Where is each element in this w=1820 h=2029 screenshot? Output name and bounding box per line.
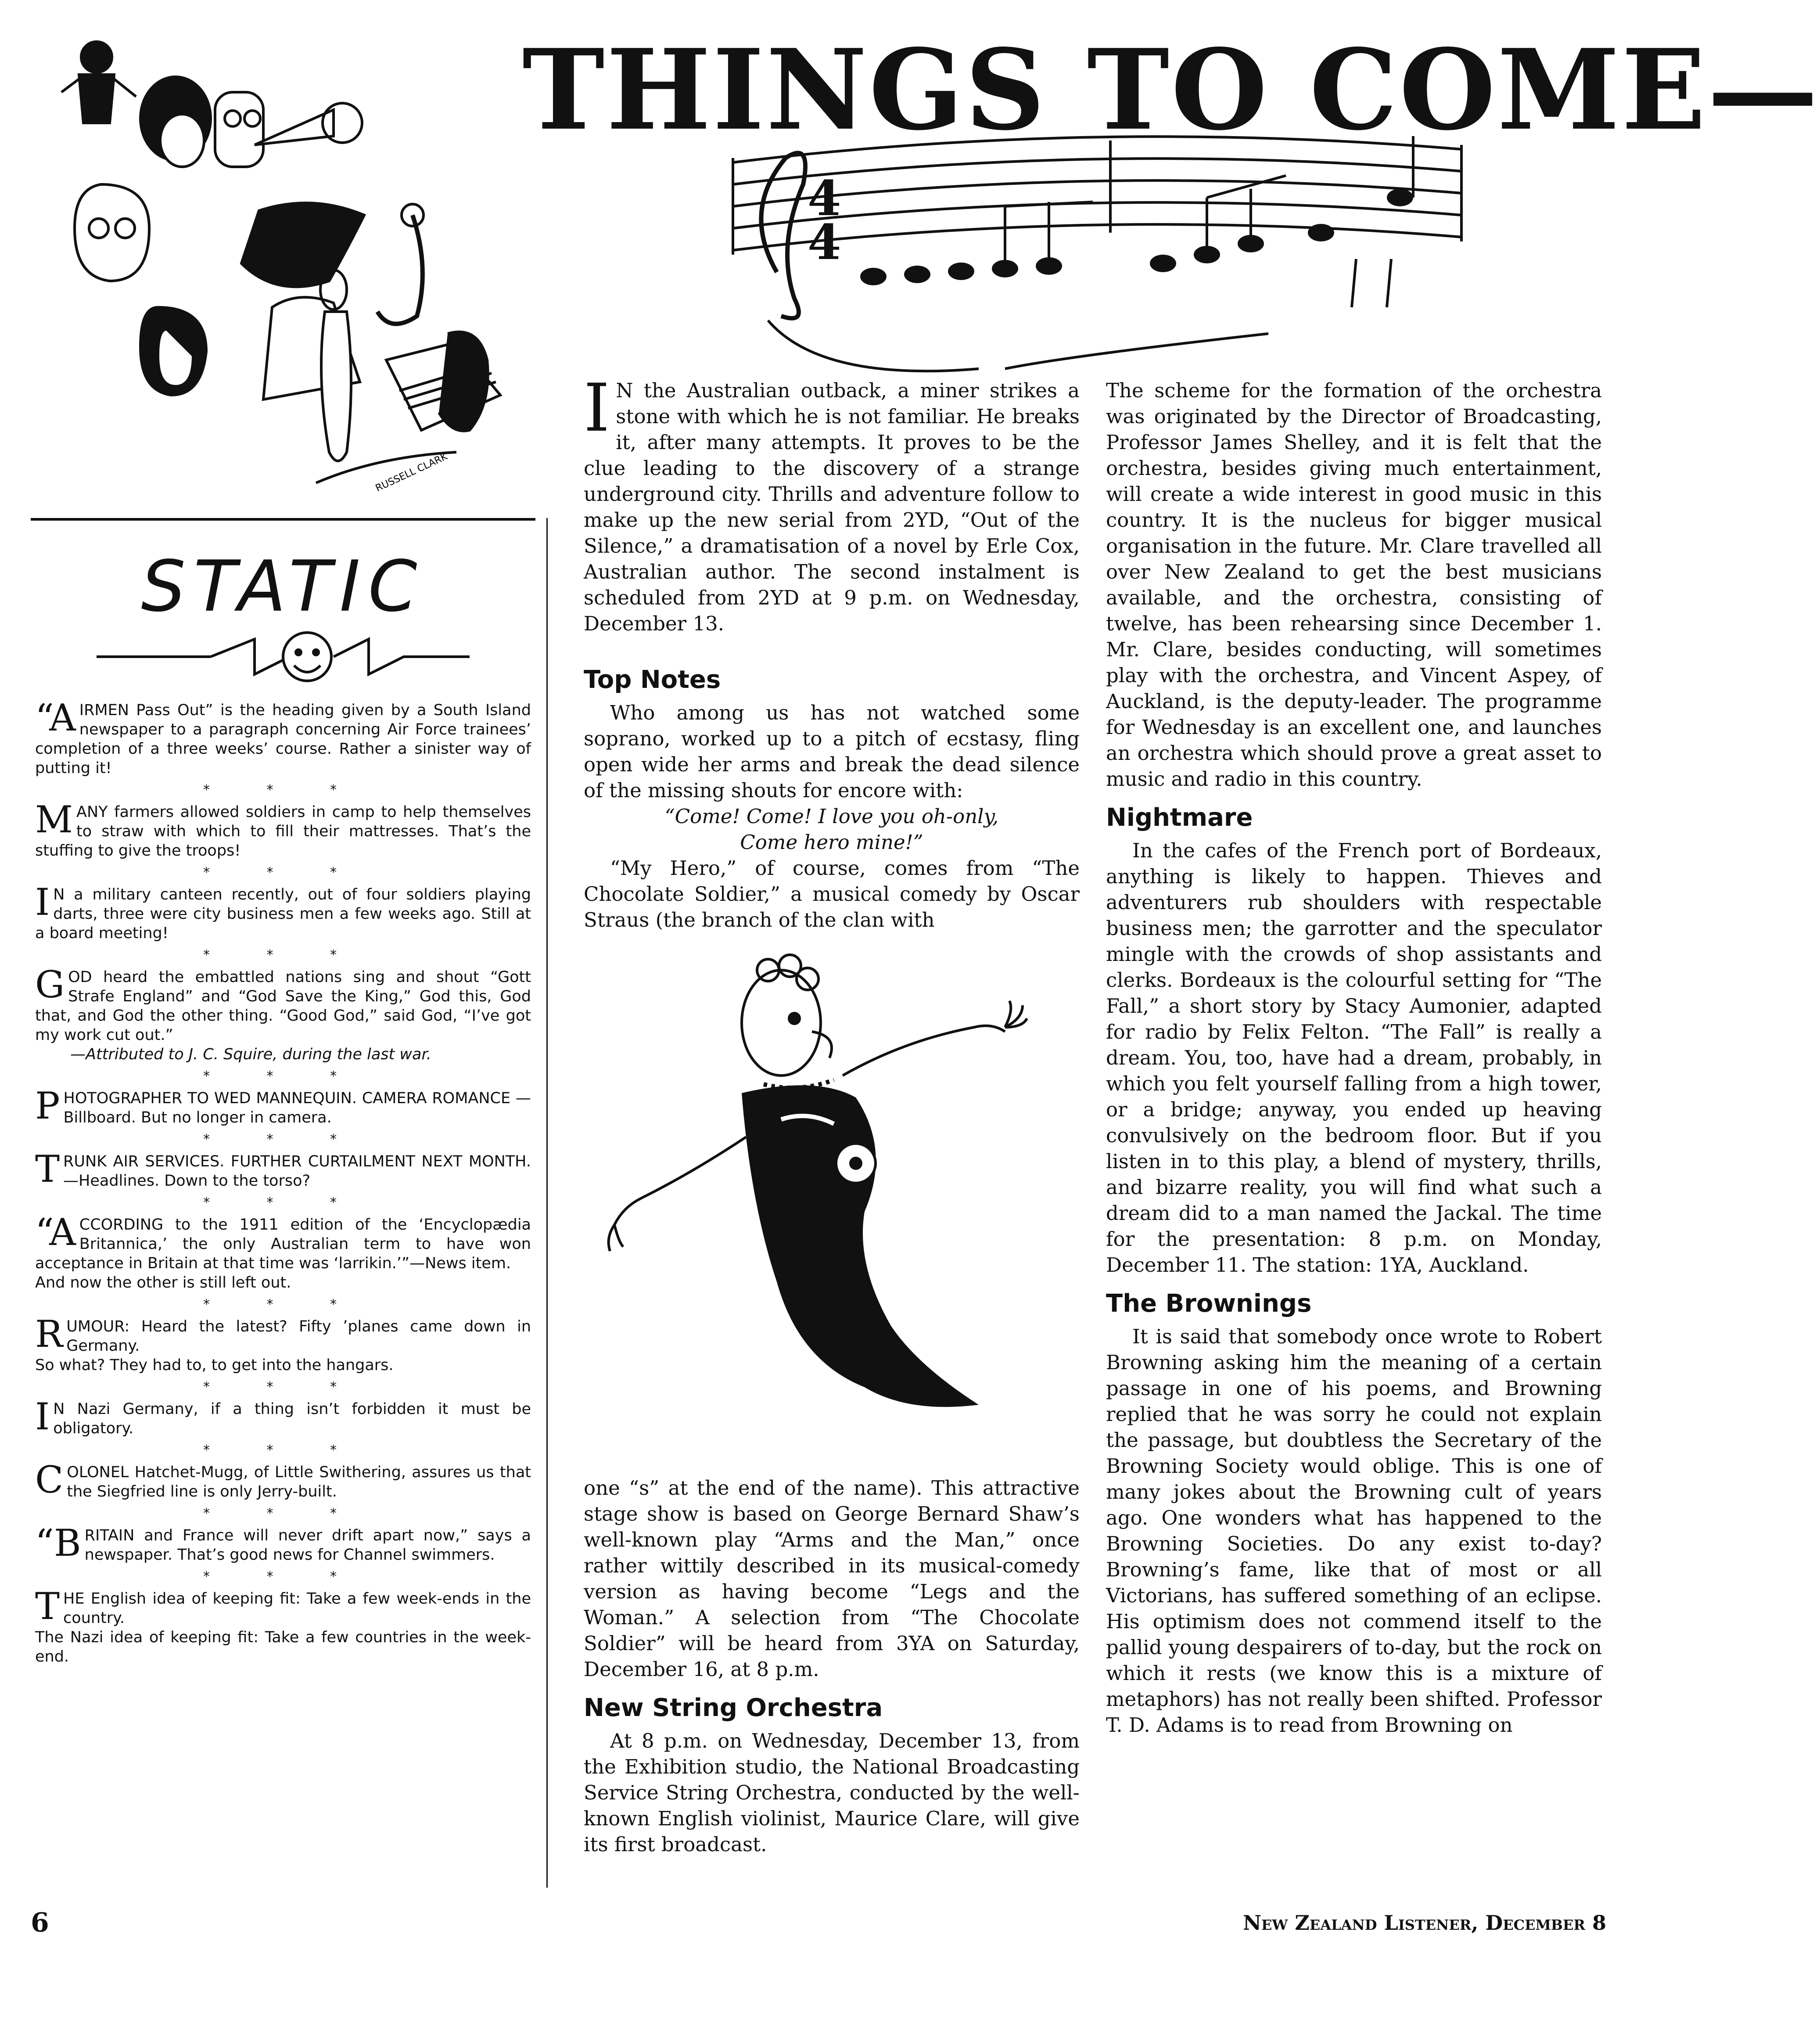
- separator: * * *: [203, 1379, 363, 1395]
- chocolate-soldier-and-orchestra: one “s” at the end of the name). This attractive stage show is based on George Bernard Shaw’s well-known play “Arms and the Man,” once rather wittily described in its musical-comedy version as having become “Legs and the Woman.” A selection from “The Chocolate Soldier” will be heard from 3YA on Saturday, December 16, at 8 p.m. New String Orchestra At 8 p.m. on Wednesday, December 13, from the Exhibition studio, the National Broadcasting Service String Orchestra, conducted by the well-known English violinist, Maurice Clare, will give its first broadcast.: [584, 1476, 1080, 1856]
- separator: * * *: [203, 865, 363, 880]
- static-item: RUMOUR: Heard the latest? Fifty ’planes came down in Germany. So what? They had to, to get into the hangars.: [35, 1313, 531, 1374]
- static-face-squiggle-icon: [97, 622, 470, 696]
- svg-text:4: 4: [808, 214, 841, 270]
- static-item: MANY farmers allowed soldiers in camp to help themselves to straw with which to fill their mattresses. That’s the stuffing to give the troops!: [35, 798, 531, 860]
- page-number: 6: [31, 1907, 49, 1938]
- jazz-band-illustration: [26, 26, 553, 500]
- static-items-list: [35, 696, 531, 1882]
- separator: * * *: [203, 1443, 363, 1458]
- separator: * * *: [203, 1068, 363, 1084]
- soprano-caricature-illustration: [597, 953, 1062, 1471]
- static-item: PHOTOGRAPHER TO WED MANNEQUIN. CAMERA ROMANCE — Billboard. But no longer in camera.: [35, 1084, 531, 1127]
- section-heading: The Brownings: [1106, 1289, 1312, 1318]
- illustration-signature: RUSSELL CLARK: [373, 451, 449, 494]
- section-heading: Nightmare: [1106, 803, 1253, 832]
- musical-staff-decoration: [715, 132, 1470, 360]
- drop-cap: I: [584, 370, 610, 446]
- separator: * * *: [203, 947, 363, 963]
- separator: * * *: [203, 1297, 363, 1312]
- separator: * * *: [203, 1569, 363, 1584]
- attribution: —Attributed to J. C. Squire, during the last war.: [70, 1046, 431, 1063]
- static-item: “AIRMEN Pass Out” is the heading given by a South Island newspaper to a paragraph concerning Air Force trainees’ completion of a three weeks’ course. Rather a sinister way of putting it!: [35, 696, 531, 777]
- static-item: TRUNK AIR SERVICES. FURTHER CURTAILMENT NEXT MONTH.—Headlines. Down to the torso?: [35, 1148, 531, 1191]
- section-heading: Top Notes: [584, 666, 721, 694]
- static-item: “ACCORDING to the 1911 edition of the ‘Encyclopædia Britannica,’ the only Australian term to have won acceptance in Britain at that time was ‘larrikin.’”—News item. And now the other is still left out.: [35, 1211, 531, 1292]
- masthead-footer: New Zealand Listener, December 8: [1242, 1911, 1606, 1935]
- static-item: GOD heard the embattled nations sing and shout “Gott Strafe England” and “God Save the King,” God this, God that, and God the other thing. “Good God,” said God, “I’ve got my work cut out.” —Attributed to J. C. Squire, during the last war.: [35, 963, 531, 1063]
- static-item: COLONEL Hatchet-Mugg, of Little Swithering, assures us that the Siegfried line is only Jerry-built.: [35, 1458, 531, 1501]
- top-notes-article: Top Notes Who among us has not watched some soprano, worked up to a pitch of ecstasy, fling open wide her arms and break the dead silence of the missing shouts for encore with: “Come! Come! I love you oh-only, Come hero mine!” “My Hero,” of course, comes from “The Chocolate Soldier,” a musical comedy by Oscar Straus (the branch of the clan with: [584, 666, 1080, 932]
- separator: * * *: [203, 1506, 363, 1521]
- static-heading: STATIC: [141, 545, 425, 627]
- static-column: [31, 518, 535, 1890]
- static-item: “BRITAIN and France will never drift apart now,” says a newspaper. That’s good news for Channel swimmers.: [35, 1522, 531, 1565]
- static-item: I N Nazi Germany, if a thing isn’t forbidden it must be obligatory.: [35, 1395, 531, 1438]
- page-title: THINGS TO COME—: [522, 25, 1820, 155]
- section-heading: New String Orchestra: [584, 1694, 883, 1722]
- separator: * * *: [203, 1195, 363, 1210]
- column-rule: [546, 518, 548, 1888]
- right-column: The scheme for the formation of the orchestra was originated by the Director of Broadcasting, Professor James Shelley, and it is felt that the orchestra, besides giving much entertainment, will create a wide interest in good music in this country. It is the nucleus for bigger musical organisation in the future. Mr. Clare travelled all over New Zealand to get the best musicians available, and the orchestra, consisting of twelve, has been rehearsing since December 1. Mr. Clare, besides conducting, will sometimes play with the orchestra, and Vincent Aspey, of Auckland, is the deputy-leader. The programme for Wednesday is an excellent one, and launches an orchestra which should prove a great asset to music and radio in this country. Nightmare In the cafes of the French port of Bordeaux, anything is likely to happen. Thieves and adventurers rub shoulders with respectable business men; the garrotter and the speculator mingle with the crowds of shop assistants and clerks. Bordeaux is the colourful setting for “The Fall,” a short story by Stacy Aumonier, adapted for radio by Felix Felton. “The Fall” is really a dream. You, too, have had a dream, probably, in which you felt yourself falling from a high tower, or a bridge; anyway, you ended up heaving convulsively on the bedroom floor. But if you listen in to this play, a blend of mystery, thrills, and bizarre reality, you will find what such a dream did to a man named the Jackal. The time for the presentation: 8 p.m. on Monday, December 11. The station: 1YA, Auckland. The Brownings It is said that somebody once wrote to Robert Browning asking him the meaning of a certain passage in one of his poems, and Browning replied that he was sorry he could not explain the passage, but doubtless the Secretary of the Browning Society would oblige. This is one of many jokes about the Browning cult of years ago. One wonders what has happened to the Browning Societies. Do any exist to-day? Browning’s fame, like that of most or all Victorians, has suffered something of an eclipse. His optimism does not commend itself to the pallid young despairers of to-day, but the rock on which it rests (we know this is a mixture of metaphors) has not really been shifted. Professor T. D. Adams is to read from Browning on: [1106, 379, 1602, 1737]
- separator: * * *: [203, 782, 363, 798]
- static-item: I N a military canteen recently, out of four soldiers playing darts, three were city business men a few weeks ago. Still at a board meeting!: [35, 881, 531, 942]
- svg-text:4: 4: [808, 170, 841, 227]
- static-item: THE English idea of keeping fit: Take a few week-ends in the country. The Nazi idea of keeping fit: Take a few countries in the week-end.: [35, 1585, 531, 1666]
- intro-article: I N the Australian outback, a miner strikes a stone with which he is not familiar. He breaks it, after many attempts. It proves to be the clue leading to the discovery of a strange underground city. Thrills and adventure follow to make up the new serial from 2YD, “Out of the Silence,” a dramatisation of a novel by Erle Cox, Australian author. The second instalment is scheduled from 2YD at 9 p.m. on Wednesday, December 13.: [584, 370, 1080, 635]
- separator: * * *: [203, 1132, 363, 1147]
